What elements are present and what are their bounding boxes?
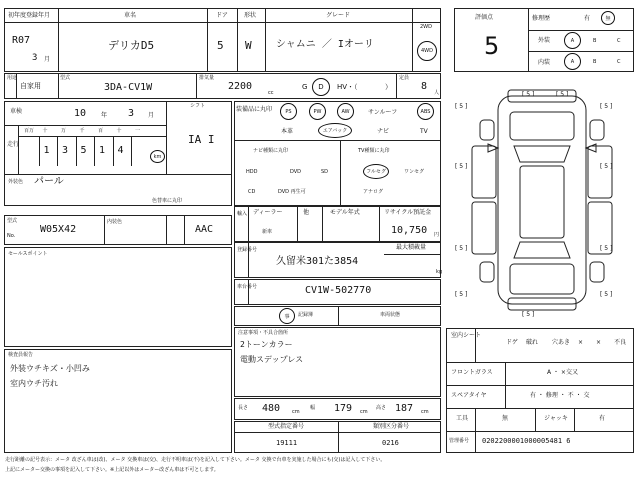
inspection-month: 3 (128, 108, 135, 119)
recycle-unit: 円 (434, 232, 440, 238)
jack-label: ジャッキ (544, 415, 568, 422)
equip-navi: ナビ (377, 128, 390, 135)
dealer-dealer: ディーラー (253, 209, 283, 216)
usage-label: 用途 (7, 75, 18, 81)
mileage-digit: 1 (99, 145, 106, 156)
equipment-label: 装備品に丸印 (236, 106, 273, 113)
designation-label: 型式 (7, 218, 18, 224)
mileage-digit-label: 百万 (24, 128, 35, 134)
equip-pw: PW (309, 103, 326, 120)
first-reg-label: 初年度登録年月 (8, 12, 51, 19)
grade-label: グレード (326, 12, 351, 19)
interior-grade-b: B (593, 59, 597, 65)
color-note: 色替車に丸印 (152, 198, 183, 204)
diagram-bracket: [ 5 ] (600, 103, 613, 110)
seat-option: 穴あき (552, 339, 571, 346)
equip-aw: AW (337, 103, 354, 120)
mgmt-value: 0202200001000005481 6 (482, 437, 571, 445)
seat-option: × (596, 339, 602, 346)
twd-label: 2WD (420, 24, 432, 30)
notes-line2: 電動スデップレス (240, 355, 304, 364)
plate-label: 登録番号 (237, 247, 258, 253)
fuel-close: ） (385, 83, 392, 91)
seat-option: 破れ (526, 339, 539, 346)
model-year-label: モデル年式 (330, 209, 360, 216)
length-label: 長さ (238, 405, 249, 411)
equip-aircon: エアバック (318, 123, 352, 138)
repair-none: 有 (584, 15, 591, 22)
tv-full: フルセグ (363, 164, 389, 179)
type-number-label: 型式指定番号 (268, 423, 305, 430)
dealer-label: 輸入 (237, 211, 248, 217)
plate-value: 久留米301た3854 (276, 256, 359, 267)
diagram-bracket: [ 5 ] (556, 91, 569, 98)
history-record: 記録簿 (298, 312, 314, 318)
footer-line2: 上記にメーター交換の事項を記入して下さい。※上記以外はメーター改ざん車は不可とします。 (5, 467, 219, 473)
glass-value: A ・ ×交又 (547, 369, 578, 376)
glass-label: フロントガラス (451, 369, 493, 376)
dealer-other: 他 (303, 209, 310, 216)
width-value: 179 (334, 403, 353, 414)
score-value: 5 (484, 32, 500, 60)
tv-type-label: TV種類に丸印 (358, 148, 390, 154)
max-load-unit: kg (436, 269, 443, 275)
navi-dvd: DVD (290, 169, 302, 175)
interior-label: 内装 (538, 59, 551, 66)
grade-value: シャムニ ／ Iオーリ (276, 39, 374, 50)
notes-line1: 2トーンカラー (240, 340, 293, 349)
usage-value: 自家用 (20, 82, 41, 90)
mileage-digit: 3 (62, 145, 69, 156)
mileage-digit-label: 一 (135, 128, 141, 134)
exterior-grade-b: B (593, 38, 597, 44)
height-value: 187 (395, 403, 414, 414)
diagram-bracket: [ 5 ] (522, 91, 535, 98)
height-unit: cm (421, 409, 429, 415)
mileage-digit-label: 百 (98, 128, 104, 134)
inspection-month-unit: 月 (148, 112, 155, 119)
capacity-label: 定員 (399, 75, 410, 81)
diagram-bracket: [ 5 ] (455, 291, 468, 298)
shape-label: 形状 (244, 12, 257, 19)
exterior-grade-a: A (564, 32, 581, 49)
mgmt-label: 管理番号 (449, 438, 470, 444)
doors-value: 5 (217, 39, 224, 52)
width-unit: cm (360, 409, 368, 415)
doors-label: ドア (216, 12, 228, 19)
recycle-value: 10,750 (391, 225, 428, 236)
designation-value: W05X42 (40, 224, 77, 235)
diagram-bracket: [ 5 ] (522, 311, 535, 318)
inspection-year: 10 (74, 108, 87, 119)
fuel-g: G (302, 83, 308, 91)
seat-option: 不良 (614, 339, 627, 346)
repair-label: 修理歴 (532, 15, 551, 22)
mileage-digit-label: 十 (42, 128, 48, 134)
interior-color-label: 内装色 (107, 219, 123, 225)
diagram-bracket: [ 5 ] (455, 163, 468, 170)
unit-km-circle: km (150, 150, 165, 163)
sales-point-block (4, 247, 232, 347)
first-reg-month: 3 (32, 53, 38, 63)
inspector-line1: 外装ウチキズ・小凹み (10, 364, 90, 373)
mileage-digit-label: 千 (79, 128, 85, 134)
model-code-value: 3DA-CV1W (104, 82, 153, 93)
footer-line1: 走行距離の記号表示：メータ 改ざん車は(改)、メータ 交換車は(交)、走行不明車は(不)を記入して下さい。メータ 交換で台車を実施した場合にも(交)は記入して下さい。 (5, 457, 386, 463)
chassis-label: 車台番号 (237, 284, 258, 290)
color-value: パール (34, 176, 64, 187)
displacement-value: 2200 (228, 81, 253, 92)
fourwd-circle: 4WD (417, 41, 437, 61)
model-name-label: 車名 (124, 12, 137, 19)
mileage-digit-label: 十 (116, 128, 122, 134)
diagram-bracket: [ 5 ] (455, 245, 468, 252)
tools-label: 工具 (456, 415, 469, 422)
history-detail: 車両状態 (380, 312, 401, 318)
spare-label: スペアタイヤ (451, 392, 487, 399)
length-value: 480 (262, 403, 281, 414)
length-unit: cm (292, 409, 300, 415)
interior-grade-a: A (564, 53, 581, 70)
mileage-label: 走行 (7, 141, 20, 148)
navi-hdd: HDD (246, 169, 258, 175)
recycle-label: リサイクル預託金 (384, 209, 432, 216)
inspector-line2: 室内ウチ汚れ (10, 379, 58, 388)
exterior-label: 外装 (538, 37, 551, 44)
first-reg-month-unit: 月 (44, 56, 51, 63)
diagram-bracket: [ 5 ] (455, 103, 468, 110)
inspector-label: 検査員報告 (8, 352, 34, 358)
equip-abs: ABS (417, 103, 434, 120)
model-name: デリカD5 (108, 39, 155, 52)
car-diagram (448, 86, 638, 314)
mileage-digit: 4 (117, 145, 124, 156)
color-label: 外装色 (8, 179, 24, 185)
notes-label: 注意事項・不具合箇所 (238, 330, 289, 336)
category-number-label: 類別区分番号 (373, 423, 410, 430)
shift-value: IA I (188, 133, 215, 146)
shift-label: シフト (190, 103, 206, 109)
exterior-grade-c: C (617, 38, 621, 44)
tv-one: ワンセグ (404, 169, 425, 175)
sales-point-label: セールスポイント (8, 251, 48, 257)
equip-ps: PS (280, 103, 297, 120)
navi-cd: CD (248, 189, 256, 195)
dealer-new-car: 新車 (262, 229, 273, 235)
designation-no-label: No. (7, 233, 16, 239)
spare-value: 有 ・ 修理 ・ 不 ・ 交 (530, 392, 590, 399)
navi-type-label: ナビ種類に丸印 (253, 148, 289, 154)
fuel-hv: HV・（ (337, 83, 358, 91)
tv-analog: アナログ (363, 189, 384, 195)
history-owner-circle: 事 (279, 308, 295, 324)
type-number-value: 19111 (276, 439, 298, 447)
seat-option: × (578, 339, 584, 346)
equip-leather: 本革 (281, 128, 294, 135)
tools-value: 無 (502, 415, 509, 422)
navi-dvd-play: DVD 再生可 (278, 189, 306, 195)
equip-sunroof: サンルーフ (368, 109, 398, 116)
max-load-label: 最大積載量 (396, 244, 427, 251)
diagram-bracket: [ 5 ] (600, 245, 613, 252)
repair-yes-circle: 無 (601, 11, 615, 25)
equip-tv: TV (420, 128, 428, 135)
interior-grade-c: C (617, 59, 621, 65)
diagram-bracket: [ 5 ] (600, 163, 613, 170)
displacement-label: 排気量 (199, 75, 215, 81)
inspection-year-unit: 年 (101, 112, 108, 119)
width-label: 幅 (310, 405, 316, 411)
displacement-unit: cc (268, 90, 274, 96)
chassis-value: CV1W-502770 (305, 285, 372, 296)
mileage-digit: 5 (80, 145, 87, 156)
category-number-value: 0216 (382, 439, 399, 447)
first-reg-era: R07 (12, 35, 31, 46)
diagram-bracket: [ 5 ] (600, 291, 613, 298)
inspection-label: 車検 (10, 108, 23, 115)
fuel-diesel-circle: D (312, 78, 330, 96)
mileage-digit: 1 (43, 145, 50, 156)
jack-value: 有 (599, 415, 606, 422)
score-label: 評価点 (475, 14, 494, 21)
capacity-unit: 人 (434, 90, 440, 96)
navi-sd: SD (321, 169, 329, 175)
aircon-value: AAC (195, 224, 214, 235)
capacity-value: 8 (421, 81, 428, 92)
height-label: 高さ (376, 405, 387, 411)
mileage-digit-label: 万 (61, 128, 67, 134)
shape-value: W (245, 39, 252, 52)
seat-option: ドゲ (506, 339, 518, 346)
seat-label: 室内シート (451, 332, 482, 339)
model-code-label: 型式 (60, 75, 71, 81)
